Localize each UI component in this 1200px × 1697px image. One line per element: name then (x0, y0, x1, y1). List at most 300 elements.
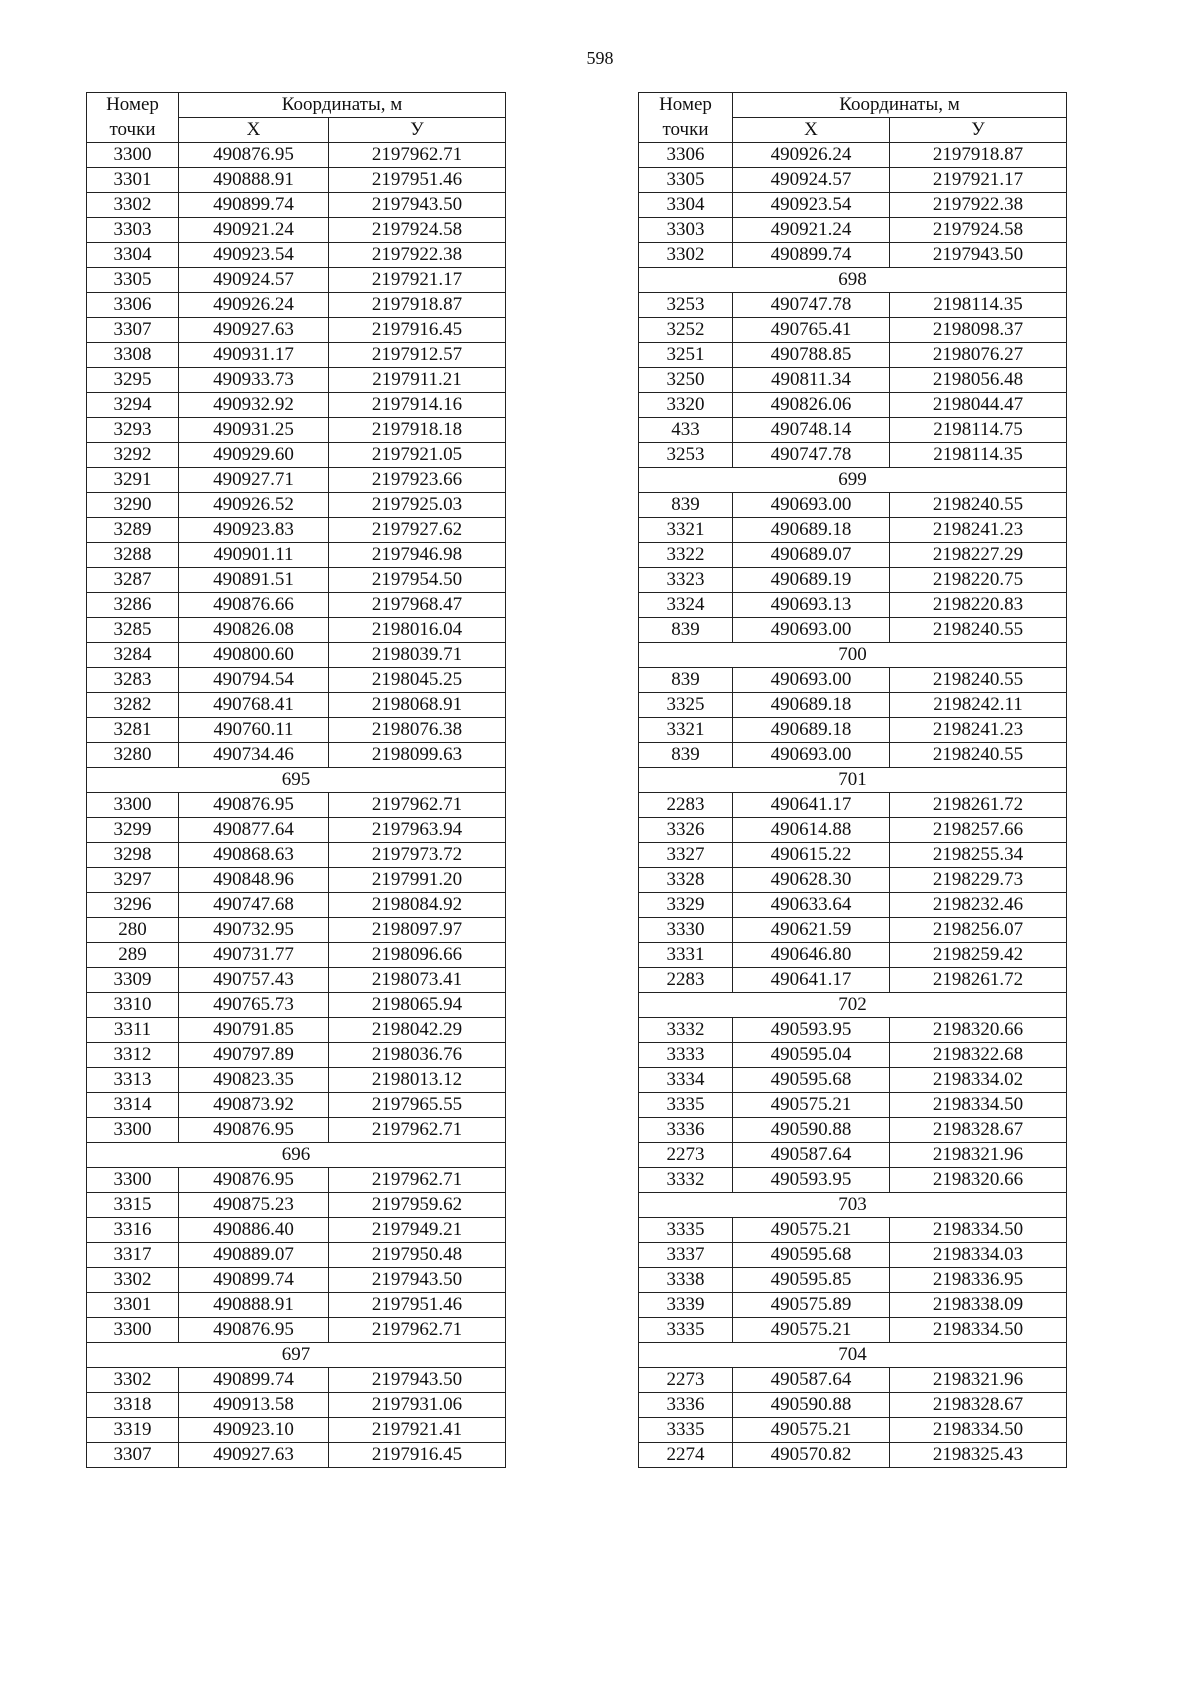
table-row (639, 443, 1067, 468)
point-number-cell: 3302 (639, 243, 733, 268)
table-row (639, 493, 1067, 518)
header-point-number (87, 93, 179, 118)
x-coordinate-cell: 490932.92 (179, 393, 329, 418)
x-coordinate-cell: 490590.88 (733, 1393, 890, 1418)
x-coordinate-cell: 490931.17 (179, 343, 329, 368)
point-number-cell: 3302 (87, 193, 179, 218)
table-row (87, 868, 506, 893)
y-coordinate-cell: 2197923.66 (329, 468, 506, 493)
point-number-cell: 839 (639, 618, 733, 643)
x-coordinate-cell: 490876.95 (179, 1168, 329, 1193)
table-row (87, 193, 506, 218)
point-number-cell: 3308 (87, 343, 179, 368)
x-coordinate-cell: 490575.21 (733, 1318, 890, 1343)
y-coordinate-cell: 2198232.46 (890, 893, 1067, 918)
table-row (87, 618, 506, 643)
point-number-cell: 3333 (639, 1043, 733, 1068)
section-number: 703 (639, 1193, 1067, 1218)
point-number-cell: 3290 (87, 493, 179, 518)
x-coordinate-cell: 490888.91 (179, 168, 329, 193)
table-row (639, 843, 1067, 868)
point-number-cell: 3306 (87, 293, 179, 318)
table-row (87, 593, 506, 618)
table-row (639, 1093, 1067, 1118)
point-number-cell: 3306 (639, 143, 733, 168)
x-coordinate-cell: 490590.88 (733, 1118, 890, 1143)
y-coordinate-cell: 2197943.50 (329, 1268, 506, 1293)
y-coordinate-cell: 2197918.87 (329, 293, 506, 318)
x-coordinate-cell: 490689.19 (733, 568, 890, 593)
point-number-cell: 3250 (639, 368, 733, 393)
point-number-cell: 3303 (87, 218, 179, 243)
table-row (639, 168, 1067, 193)
header-y: У (329, 118, 506, 143)
header-coordinates: Координаты, м (733, 93, 1067, 118)
section-row (639, 643, 1067, 668)
point-number-cell: 3327 (639, 843, 733, 868)
table-row (87, 1443, 506, 1468)
point-number-cell: 3332 (639, 1018, 733, 1043)
x-coordinate-cell: 490921.24 (179, 218, 329, 243)
y-coordinate-cell: 2197921.41 (329, 1418, 506, 1443)
table-row (639, 918, 1067, 943)
y-coordinate-cell: 2197931.06 (329, 1393, 506, 1418)
section-row (639, 1193, 1067, 1218)
x-coordinate-cell: 490899.74 (179, 1368, 329, 1393)
point-number-cell: 3294 (87, 393, 179, 418)
table-row (87, 818, 506, 843)
y-coordinate-cell: 2198039.71 (329, 643, 506, 668)
y-coordinate-cell: 2198084.92 (329, 893, 506, 918)
point-number-cell: 3291 (87, 468, 179, 493)
table-row (87, 418, 506, 443)
y-coordinate-cell: 2197911.21 (329, 368, 506, 393)
point-number-cell: 3289 (87, 518, 179, 543)
table-body-right (639, 143, 1067, 1468)
x-coordinate-cell: 490760.11 (179, 718, 329, 743)
y-coordinate-cell: 2197968.47 (329, 593, 506, 618)
y-coordinate-cell: 2198240.55 (890, 668, 1067, 693)
y-coordinate-cell: 2198259.42 (890, 943, 1067, 968)
x-coordinate-cell: 490924.57 (179, 268, 329, 293)
y-coordinate-cell: 2198114.75 (890, 418, 1067, 443)
table-row (639, 368, 1067, 393)
section-number: 701 (639, 768, 1067, 793)
x-coordinate-cell: 490891.51 (179, 568, 329, 593)
point-number-cell: 2273 (639, 1368, 733, 1393)
y-coordinate-cell: 2197912.57 (329, 343, 506, 368)
table-row (639, 893, 1067, 918)
point-number-cell: 3310 (87, 993, 179, 1018)
point-number-cell: 839 (639, 493, 733, 518)
x-coordinate-cell: 490689.18 (733, 518, 890, 543)
table-row (639, 1018, 1067, 1043)
x-coordinate-cell: 490923.54 (733, 193, 890, 218)
table-row (639, 868, 1067, 893)
x-coordinate-cell: 490747.78 (733, 443, 890, 468)
point-number-cell: 3300 (87, 1118, 179, 1143)
y-coordinate-cell: 2197991.20 (329, 868, 506, 893)
x-coordinate-cell: 490797.89 (179, 1043, 329, 1068)
y-coordinate-cell: 2198242.11 (890, 693, 1067, 718)
y-coordinate-cell: 2198338.09 (890, 1293, 1067, 1318)
x-coordinate-cell: 490641.17 (733, 968, 890, 993)
x-coordinate-cell: 490575.21 (733, 1418, 890, 1443)
x-coordinate-cell: 490587.64 (733, 1143, 890, 1168)
y-coordinate-cell: 2198042.29 (329, 1018, 506, 1043)
table-row (87, 1168, 506, 1193)
x-coordinate-cell: 490877.64 (179, 818, 329, 843)
point-number-cell: 3316 (87, 1218, 179, 1243)
x-coordinate-cell: 490693.00 (733, 668, 890, 693)
x-coordinate-cell: 490876.66 (179, 593, 329, 618)
y-coordinate-cell: 2198257.66 (890, 818, 1067, 843)
x-coordinate-cell: 490595.04 (733, 1043, 890, 1068)
x-coordinate-cell: 490875.23 (179, 1193, 329, 1218)
table-row (87, 1118, 506, 1143)
section-number: 700 (639, 643, 1067, 668)
point-number-cell: 3305 (87, 268, 179, 293)
table-row (639, 543, 1067, 568)
table-row (87, 1093, 506, 1118)
y-coordinate-cell: 2197962.71 (329, 1318, 506, 1343)
table-row (87, 968, 506, 993)
x-coordinate-cell: 490587.64 (733, 1368, 890, 1393)
table-row (639, 618, 1067, 643)
y-coordinate-cell: 2198325.43 (890, 1443, 1067, 1468)
point-number-cell: 3299 (87, 818, 179, 843)
y-coordinate-cell: 2198044.47 (890, 393, 1067, 418)
y-coordinate-cell: 2198220.75 (890, 568, 1067, 593)
point-number-cell: 3293 (87, 418, 179, 443)
point-number-cell: 3281 (87, 718, 179, 743)
point-number-cell: 3282 (87, 693, 179, 718)
y-coordinate-cell: 2198098.37 (890, 318, 1067, 343)
y-coordinate-cell: 2198334.03 (890, 1243, 1067, 1268)
point-number-cell: 3335 (639, 1218, 733, 1243)
x-coordinate-cell: 490693.00 (733, 743, 890, 768)
y-coordinate-cell: 2198320.66 (890, 1168, 1067, 1193)
point-number-cell: 3300 (87, 1168, 179, 1193)
table-row (639, 318, 1067, 343)
table-row (87, 443, 506, 468)
section-row (639, 993, 1067, 1018)
coordinates-table-right (638, 92, 1067, 1468)
table-row (87, 1043, 506, 1068)
y-coordinate-cell: 2197925.03 (329, 493, 506, 518)
point-number-cell: 3295 (87, 368, 179, 393)
y-coordinate-cell: 2198076.27 (890, 343, 1067, 368)
point-number-cell: 3324 (639, 593, 733, 618)
table-row (639, 1143, 1067, 1168)
y-coordinate-cell: 2198068.91 (329, 693, 506, 718)
x-coordinate-cell: 490731.77 (179, 943, 329, 968)
point-number-cell: 3319 (87, 1418, 179, 1443)
y-coordinate-cell: 2197965.55 (329, 1093, 506, 1118)
x-coordinate-cell: 490628.30 (733, 868, 890, 893)
table-row (639, 293, 1067, 318)
table-row (639, 968, 1067, 993)
table-row (87, 218, 506, 243)
table-row (87, 993, 506, 1018)
point-number-cell: 3339 (639, 1293, 733, 1318)
y-coordinate-cell: 2198261.72 (890, 793, 1067, 818)
y-coordinate-cell: 2197973.72 (329, 843, 506, 868)
section-row (639, 468, 1067, 493)
point-number-cell: 2283 (639, 968, 733, 993)
x-coordinate-cell: 490929.60 (179, 443, 329, 468)
x-coordinate-cell: 490575.21 (733, 1093, 890, 1118)
table-row (639, 793, 1067, 818)
x-coordinate-cell: 490921.24 (733, 218, 890, 243)
point-number-cell: 3318 (87, 1393, 179, 1418)
y-coordinate-cell: 2197943.50 (329, 1368, 506, 1393)
point-number-cell: 3307 (87, 1443, 179, 1468)
y-coordinate-cell: 2197951.46 (329, 168, 506, 193)
x-coordinate-cell: 490923.10 (179, 1418, 329, 1443)
y-coordinate-cell: 2198240.55 (890, 618, 1067, 643)
table-row (639, 1068, 1067, 1093)
header-point-label: Номер (659, 94, 712, 116)
y-coordinate-cell: 2197922.38 (890, 193, 1067, 218)
point-number-cell: 3307 (87, 318, 179, 343)
table-row (87, 468, 506, 493)
header-y: У (890, 118, 1067, 143)
y-coordinate-cell: 2198114.35 (890, 293, 1067, 318)
point-number-cell: 3322 (639, 543, 733, 568)
section-number: 702 (639, 993, 1067, 1018)
table-row (87, 1218, 506, 1243)
point-number-cell: 3335 (639, 1418, 733, 1443)
table-row (87, 493, 506, 518)
x-coordinate-cell: 490899.74 (733, 243, 890, 268)
table-row (639, 1443, 1067, 1468)
x-coordinate-cell: 490768.41 (179, 693, 329, 718)
x-coordinate-cell: 490800.60 (179, 643, 329, 668)
section-row (87, 1343, 506, 1368)
x-coordinate-cell: 490595.68 (733, 1243, 890, 1268)
y-coordinate-cell: 2198256.07 (890, 918, 1067, 943)
x-coordinate-cell: 490913.58 (179, 1393, 329, 1418)
y-coordinate-cell: 2198320.66 (890, 1018, 1067, 1043)
table-row (639, 1418, 1067, 1443)
x-coordinate-cell: 490570.82 (733, 1443, 890, 1468)
header-coordinates: Координаты, м (179, 93, 506, 118)
y-coordinate-cell: 2198334.50 (890, 1318, 1067, 1343)
x-coordinate-cell: 490927.71 (179, 468, 329, 493)
y-coordinate-cell: 2197921.17 (890, 168, 1067, 193)
point-number-cell: 3326 (639, 818, 733, 843)
table-row (87, 693, 506, 718)
table-row (87, 718, 506, 743)
x-coordinate-cell: 490575.89 (733, 1293, 890, 1318)
coordinates-table-left (86, 92, 506, 1468)
table-row (87, 268, 506, 293)
table-row (639, 1318, 1067, 1343)
header-x: X (179, 118, 329, 143)
table-row (87, 793, 506, 818)
section-row (639, 268, 1067, 293)
point-number-cell: 3332 (639, 1168, 733, 1193)
point-number-cell: 3315 (87, 1193, 179, 1218)
page-number: 598 (586, 48, 614, 68)
section-row (87, 768, 506, 793)
y-coordinate-cell: 2197949.21 (329, 1218, 506, 1243)
table-row (87, 1418, 506, 1443)
table-row (87, 243, 506, 268)
table-row (87, 368, 506, 393)
y-coordinate-cell: 2198328.67 (890, 1393, 1067, 1418)
y-coordinate-cell: 2198241.23 (890, 718, 1067, 743)
table-row (639, 568, 1067, 593)
x-coordinate-cell: 490823.35 (179, 1068, 329, 1093)
x-coordinate-cell: 490848.96 (179, 868, 329, 893)
table-row (639, 418, 1067, 443)
table-row (87, 943, 506, 968)
x-coordinate-cell: 490689.18 (733, 718, 890, 743)
y-coordinate-cell: 2197916.45 (329, 318, 506, 343)
x-coordinate-cell: 490575.21 (733, 1218, 890, 1243)
point-number-cell: 3329 (639, 893, 733, 918)
point-number-cell: 3313 (87, 1068, 179, 1093)
point-number-cell: 3288 (87, 543, 179, 568)
section-number: 698 (639, 268, 1067, 293)
point-number-cell: 3305 (639, 168, 733, 193)
x-coordinate-cell: 490888.91 (179, 1293, 329, 1318)
y-coordinate-cell: 2197943.50 (329, 193, 506, 218)
y-coordinate-cell: 2197962.71 (329, 1118, 506, 1143)
y-coordinate-cell: 2197962.71 (329, 793, 506, 818)
table-row (639, 743, 1067, 768)
table-row (87, 1193, 506, 1218)
header-point-number-line2: точки (87, 118, 179, 143)
point-number-cell: 3323 (639, 568, 733, 593)
table-row (87, 518, 506, 543)
point-number-cell: 839 (639, 743, 733, 768)
point-number-cell: 3320 (639, 393, 733, 418)
table-row (87, 293, 506, 318)
point-number-cell: 3286 (87, 593, 179, 618)
table-row (639, 943, 1067, 968)
point-number-cell: 3285 (87, 618, 179, 643)
table-row (639, 393, 1067, 418)
x-coordinate-cell: 490788.85 (733, 343, 890, 368)
point-number-cell: 3300 (87, 793, 179, 818)
x-coordinate-cell: 490614.88 (733, 818, 890, 843)
table-row (87, 893, 506, 918)
point-number-cell: 3331 (639, 943, 733, 968)
point-number-cell: 3304 (639, 193, 733, 218)
y-coordinate-cell: 2197959.62 (329, 1193, 506, 1218)
table-row (639, 1368, 1067, 1393)
table-row (639, 718, 1067, 743)
x-coordinate-cell: 490924.57 (733, 168, 890, 193)
y-coordinate-cell: 2198065.94 (329, 993, 506, 1018)
x-coordinate-cell: 490826.06 (733, 393, 890, 418)
y-coordinate-cell: 2198328.67 (890, 1118, 1067, 1143)
y-coordinate-cell: 2198334.50 (890, 1218, 1067, 1243)
table-row (87, 568, 506, 593)
point-number-cell: 3253 (639, 293, 733, 318)
x-coordinate-cell: 490633.64 (733, 893, 890, 918)
header-x: X (733, 118, 890, 143)
x-coordinate-cell: 490595.68 (733, 1068, 890, 1093)
y-coordinate-cell: 2198321.96 (890, 1368, 1067, 1393)
x-coordinate-cell: 490876.95 (179, 1118, 329, 1143)
header-point-number-line2: точки (639, 118, 733, 143)
point-number-cell: 3321 (639, 718, 733, 743)
table-row (639, 343, 1067, 368)
x-coordinate-cell: 490593.95 (733, 1168, 890, 1193)
table-row (639, 693, 1067, 718)
y-coordinate-cell: 2198255.34 (890, 843, 1067, 868)
table-row (639, 143, 1067, 168)
table-row (639, 818, 1067, 843)
section-number: 699 (639, 468, 1067, 493)
x-coordinate-cell: 490931.25 (179, 418, 329, 443)
x-coordinate-cell: 490926.24 (733, 143, 890, 168)
table-row (639, 1243, 1067, 1268)
y-coordinate-cell: 2198321.96 (890, 1143, 1067, 1168)
x-coordinate-cell: 490595.85 (733, 1268, 890, 1293)
x-coordinate-cell: 490765.41 (733, 318, 890, 343)
table-row (639, 1168, 1067, 1193)
table-row (87, 918, 506, 943)
y-coordinate-cell: 2197924.58 (890, 218, 1067, 243)
point-number-cell: 3338 (639, 1268, 733, 1293)
table-row (87, 318, 506, 343)
x-coordinate-cell: 490926.52 (179, 493, 329, 518)
y-coordinate-cell: 2198013.12 (329, 1068, 506, 1093)
point-number-cell: 3303 (639, 218, 733, 243)
point-number-cell: 280 (87, 918, 179, 943)
x-coordinate-cell: 490593.95 (733, 1018, 890, 1043)
table-row (87, 843, 506, 868)
table-row (87, 543, 506, 568)
point-number-cell: 3309 (87, 968, 179, 993)
y-coordinate-cell: 2197946.98 (329, 543, 506, 568)
table-row (639, 1043, 1067, 1068)
point-number-cell: 3304 (87, 243, 179, 268)
point-number-cell: 3325 (639, 693, 733, 718)
point-number-cell: 3298 (87, 843, 179, 868)
y-coordinate-cell: 2197951.46 (329, 1293, 506, 1318)
point-number-cell: 3337 (639, 1243, 733, 1268)
y-coordinate-cell: 2198016.04 (329, 618, 506, 643)
y-coordinate-cell: 2198334.50 (890, 1418, 1067, 1443)
x-coordinate-cell: 490901.11 (179, 543, 329, 568)
y-coordinate-cell: 2198096.66 (329, 943, 506, 968)
point-number-cell: 3317 (87, 1243, 179, 1268)
point-number-cell: 3311 (87, 1018, 179, 1043)
x-coordinate-cell: 490923.83 (179, 518, 329, 543)
x-coordinate-cell: 490873.92 (179, 1093, 329, 1118)
x-coordinate-cell: 490927.63 (179, 1443, 329, 1468)
table-row (639, 1118, 1067, 1143)
table-row (87, 643, 506, 668)
table-row (639, 1293, 1067, 1318)
point-number-cell: 2283 (639, 793, 733, 818)
section-number: 695 (87, 768, 506, 793)
point-number-cell: 3297 (87, 868, 179, 893)
section-row (639, 1343, 1067, 1368)
section-number: 704 (639, 1343, 1067, 1368)
x-coordinate-cell: 490621.59 (733, 918, 890, 943)
point-number-cell: 3253 (639, 443, 733, 468)
x-coordinate-cell: 490826.08 (179, 618, 329, 643)
y-coordinate-cell: 2198241.23 (890, 518, 1067, 543)
section-number: 696 (87, 1143, 506, 1168)
